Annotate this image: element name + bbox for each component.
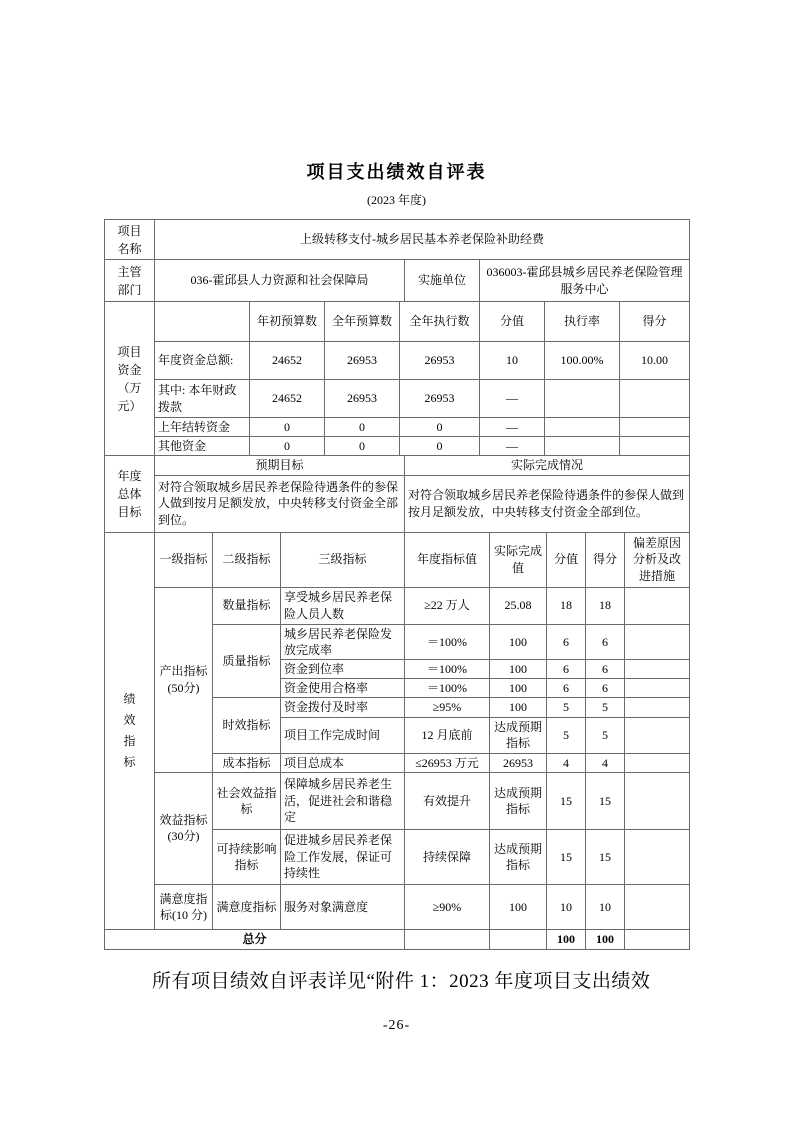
perf-score-cell: 10 [586,884,625,929]
funds-cell [545,418,620,437]
perf-score-cell: 5 [586,698,625,717]
perf-weight-cell: 18 [547,587,586,624]
perf-actual-cell: 达成预期指标 [490,772,547,829]
perf-total-row [105,929,690,949]
perf-level1-text: 满意度指标(10 分) [159,891,208,922]
self-evaluation-table [104,219,689,950]
perf-level2-cell: 成本指标 [213,753,281,772]
perf-score-cell: 18 [586,587,625,624]
perf-target-cell: ≥95% [405,698,490,717]
perf-level3-cell: 享受城乡居民养老保险人员人数 [281,587,405,624]
perf-score-cell: 15 [586,829,625,884]
perf-deviation-cell [625,753,690,772]
perf-level2-cell: 时效指标 [213,698,281,753]
funds-row-name: 年度资金总额: [155,342,250,380]
perf-header-row [105,532,690,587]
funds-col-header: 执行率 [545,302,620,342]
project-name-label-text: 项目名称 [117,223,142,256]
perf-deviation-cell [625,717,690,753]
funds-cell: 0 [325,437,400,456]
perf-weight-cell: 10 [547,884,586,929]
funds-cell: 24652 [250,380,325,418]
perf-deviation-cell [625,587,690,624]
total-empty-cell [405,929,490,949]
perf-actual-cell: 26953 [490,753,547,772]
perf-score-cell: 15 [586,772,625,829]
perf-actual-cell: 达成预期指标 [490,717,547,753]
department-row [105,260,690,302]
funds-cell: 10.00 [620,342,690,380]
perf-level3-cell: 项目总成本 [281,753,405,772]
perf-level2-cell: 数量指标 [213,587,281,624]
total-weight-cell: 100 [547,929,586,949]
perf-level2-cell: 可持续影响指标 [213,829,281,884]
perf-actual-cell: 25.08 [490,587,547,624]
perf-deviation-cell [625,772,690,829]
perf-actual-cell: 100 [490,679,547,698]
funds-cell: — [480,437,545,456]
funds-row-name: 其中: 本年财政拨款 [155,380,250,418]
total-deviation-cell [625,929,690,949]
perf-score-cell: 6 [586,659,625,678]
perf-target-cell: ＝100% [405,679,490,698]
document-title: 项目支出绩效自评表 [306,162,487,182]
funds-col-header: 年初预算数 [250,302,325,342]
funds-cell [545,437,620,456]
perf-level3-cell: 资金使用合格率 [281,679,405,698]
funds-row-name: 上年结转资金 [155,418,250,437]
page-number: -26- [382,1018,411,1033]
goal-section-label-text: 年度总体目标 [117,468,142,519]
perf-weight-cell: 4 [547,753,586,772]
funds-row-fiscal [105,380,690,418]
perf-level1-cell [155,772,213,884]
funds-cell: 0 [250,418,325,437]
funds-header-row [105,302,690,342]
perf-weight-cell: 5 [547,698,586,717]
perf-level3-cell: 保障城乡居民养老生活，促进社会和谐稳定 [281,772,405,829]
funds-row-carryover [105,418,690,437]
perf-score-cell: 6 [586,624,625,659]
perf-level3-cell: 资金到位率 [281,659,405,678]
perf-level2-cell: 社会效益指标 [213,772,281,829]
perf-level3-cell: 城乡居民养老保险发放完成率 [281,624,405,659]
perf-level3-cell: 项目工作完成时间 [281,717,405,753]
perf-actual-cell: 达成预期指标 [490,829,547,884]
perf-target-cell: ＝100% [405,659,490,678]
perf-score-cell: 6 [586,679,625,698]
perf-deviation-cell [625,624,690,659]
perf-actual-cell: 100 [490,624,547,659]
department-label [105,260,155,302]
funds-cell: — [480,418,545,437]
perf-target-cell: 持续保障 [405,829,490,884]
funds-cell: 26953 [400,380,480,418]
perf-col-header: 分值 [547,532,586,587]
perf-deviation-cell [625,698,690,717]
footer-note: 所有项目绩效自评表详见“附件 1：2023 年度项目支出绩效 [152,970,651,992]
perf-col-header: 一级指标 [155,532,213,587]
funds-cell [620,437,690,456]
project-name-value: 上级转移支付-城乡居民基本养老保险补助经费 [155,220,690,260]
funds-section-label [105,302,155,456]
performance-section [104,532,690,950]
perf-actual-cell: 100 [490,659,547,678]
funds-row-total [105,342,690,380]
funds-section-label-text: 项目资金（万元） [117,344,142,413]
funds-cell: 26953 [325,380,400,418]
funds-col-header: 全年执行数 [400,302,480,342]
perf-level2-cell: 满意度指标 [213,884,281,929]
funds-row-other [105,437,690,456]
funds-cell: 24652 [250,342,325,380]
perf-row [105,884,690,929]
funds-cell: — [480,380,545,418]
perf-col-header: 三级指标 [281,532,405,587]
perf-level2-cell: 质量指标 [213,624,281,698]
perf-col-header: 得分 [586,532,625,587]
goal-header-row [105,456,690,475]
funds-row-name: 其他资金 [155,437,250,456]
perf-level1-cell [155,884,213,929]
funds-cell [620,418,690,437]
perf-col-header: 偏差原因分析及改进措施 [625,532,690,587]
goal-expected-header: 预期目标 [155,456,405,475]
perf-score-cell: 4 [586,753,625,772]
perf-level3-cell: 促进城乡居民养老保险工作发展，保证可持续性 [281,829,405,884]
project-funds-section [104,301,690,456]
perf-level1-cell [155,587,213,772]
perf-deviation-cell [625,829,690,884]
perf-weight-cell: 15 [547,829,586,884]
perf-deviation-cell [625,659,690,678]
perf-deviation-cell [625,884,690,929]
perf-target-cell: ≥90% [405,884,490,929]
perf-row [105,587,690,624]
perf-deviation-cell [625,679,690,698]
goal-section-label [105,456,155,532]
funds-corner-cell [155,302,250,342]
total-empty-cell [490,929,547,949]
perf-score-cell: 5 [586,717,625,753]
funds-cell: 10 [480,342,545,380]
total-score-cell: 100 [586,929,625,949]
project-name-label [105,220,155,260]
funds-cell: 0 [325,418,400,437]
goal-text-row [105,475,690,532]
funds-cell [620,380,690,418]
funds-cell: 0 [400,437,480,456]
perf-col-header: 年度指标值 [405,532,490,587]
funds-cell: 100.00% [545,342,620,380]
department-value: 036-霍邱县人力资源和社会保障局 [155,260,405,302]
perf-weight-cell: 6 [547,624,586,659]
perf-section-label [105,532,155,929]
perf-target-cell: ＝100% [405,624,490,659]
perf-weight-cell: 6 [547,659,586,678]
perf-target-cell: 12 月底前 [405,717,490,753]
funds-col-header: 得分 [620,302,690,342]
implementation-unit-label: 实施单位 [405,260,480,302]
perf-col-header: 实际完成值 [490,532,547,587]
perf-actual-cell: 100 [490,884,547,929]
perf-col-header: 二级指标 [213,532,281,587]
project-name-row [105,220,690,260]
perf-target-cell: ≥22 万人 [405,587,490,624]
implementation-unit-value: 036003-霍邱县城乡居民养老保险管理服务中心 [480,260,690,302]
perf-actual-cell: 100 [490,698,547,717]
document-subtitle: (2023 年度) [367,193,426,207]
funds-col-header: 分值 [480,302,545,342]
funds-cell: 0 [400,418,480,437]
funds-cell: 0 [250,437,325,456]
perf-weight-cell: 6 [547,679,586,698]
funds-cell: 26953 [325,342,400,380]
goal-actual-text: 对符合领取城乡居民养老保险待遇条件的参保人做到按月足额发放，中央转移支付资金全部到位。 [405,475,690,532]
perf-target-cell: ≤26953 万元 [405,753,490,772]
funds-col-header: 全年预算数 [325,302,400,342]
perf-weight-cell: 5 [547,717,586,753]
goal-actual-header: 实际完成情况 [405,456,690,475]
perf-level3-cell: 服务对象满意度 [281,884,405,929]
funds-cell [545,380,620,418]
perf-section-label-text: 绩效指标 [123,691,136,769]
funds-cell: 26953 [400,342,480,380]
total-score-label: 总分 [105,929,405,949]
project-header-section [104,219,690,302]
department-label-text: 主管部门 [117,264,142,297]
annual-goal-section [104,455,690,532]
perf-level1-text: 效益指标(30分) [159,813,208,844]
perf-target-cell: 有效提升 [405,772,490,829]
perf-row [105,772,690,829]
perf-weight-cell: 15 [547,772,586,829]
perf-level3-cell: 资金拨付及时率 [281,698,405,717]
goal-expected-text: 对符合领取城乡居民养老保险待遇条件的参保人做到按月足额发放，中央转移支付资金全部到位。 [155,475,405,532]
perf-level1-text: 产出指标(50分) [159,664,208,695]
